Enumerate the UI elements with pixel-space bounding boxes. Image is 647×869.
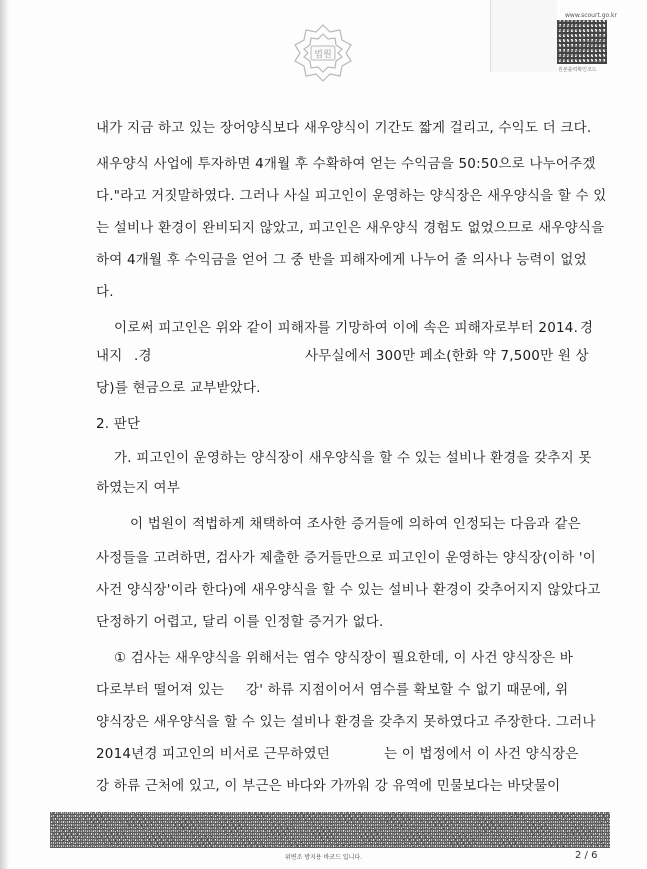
body-line-fragment: 2014년경 피고인의 비서로 근무하였던	[96, 746, 331, 762]
body-line: 다."라고 거짓말하였다. 그러나 사실 피고인이 운영하는 양식장은 새우양식을 할 수 있	[96, 188, 607, 204]
body-line: 이로써 피고인은 위와 같이 피해자를 기망하여 이에 속은 피해자로부터 2014.	[114, 320, 579, 336]
page-number: 2 / 6	[575, 850, 598, 861]
body-line-fragment: 강' 하류 지점이어서 염수를 확보할 수 없기 때문에, 위	[246, 682, 569, 698]
body-line: ① 검사는 새우양식을 위해서는 염수 양식장이 필요한데, 이 사건 양식장은 바	[114, 650, 573, 666]
body-line: 새우양식 사업에 투자하면 4개월 후 수확하여 얻는 수익금을 50:50으로 나누어주겠	[96, 156, 596, 172]
body-line-fragment: .경	[134, 348, 152, 364]
body-line-fragment: 는 이 법정에서 이 사건 양식장은	[384, 746, 579, 762]
body-line: 사정들을 고려하면, 검사가 제출한 증거들만으로 피고인이 운영하는 양식장(이하 '이	[96, 550, 596, 566]
emblem-label: 법원	[314, 50, 332, 60]
court-emblem-icon	[292, 22, 354, 84]
court-url: www.scourt.go.kr	[565, 12, 617, 19]
body-line: 하여 4개월 후 수익금을 얻어 그 중 반을 피해자에게 나누어 줄 의사나 능력이 없었	[96, 252, 587, 268]
body-line: 이 법원이 적법하게 채택하여 조사한 증거들에 의하여 인정되는 다음과 같은	[130, 516, 581, 532]
subsection-heading: 하였는지 여부	[96, 480, 180, 496]
body-line: 강 하류 근처에 있고, 이 부근은 바다와 가까워 강 유역에 민물보다는 바닷물이	[96, 778, 561, 794]
subsection-heading: 가. 피고인이 운영하는 양식장이 새우양식을 할 수 있는 설비나 환경을 갖추지 못	[114, 450, 592, 466]
body-line: 양식장은 새우양식을 할 수 있는 설비나 환경을 갖추지 못하였다고 주장한다. 그러나	[96, 714, 596, 730]
security-pattern-box	[490, 0, 557, 72]
verification-code-image	[557, 20, 607, 64]
barcode-note: 위변조 방지용 바코드 입니다.	[284, 854, 363, 861]
body-line: 단정하기 어렵고, 달리 이를 인정할 증거가 없다.	[96, 614, 384, 630]
body-line: 는 설비나 환경이 완비되지 않았고, 피고인은 새우양식 경험도 없었으므로 새우양식을	[96, 220, 605, 236]
body-line-fragment: 경	[580, 320, 594, 336]
page-edge-shadow	[0, 0, 9, 869]
anti-forgery-barcode	[50, 812, 610, 848]
section-heading: 2. 판단	[96, 416, 141, 432]
body-line-fragment: 다로부터 떨어져 있는	[96, 682, 225, 698]
body-line-fragment: 내지	[96, 348, 123, 364]
body-line: 다.	[96, 284, 114, 300]
body-line: 당)를 현금으로 교부받았다.	[96, 380, 261, 396]
verification-code-caption: 원본출력확인코드	[558, 67, 597, 73]
body-line: 사건 양식장'이라 한다)에 새우양식을 할 수 있는 설비나 환경이 갖추어지지 않았다고	[96, 582, 601, 598]
body-line-fragment: 사무실에서 300만 페소(한화 약 7,500만 원 상	[305, 348, 589, 364]
body-line: 내가 지금 하고 있는 장어양식보다 새우양식이 기간도 짧게 걸리고, 수익도 더 크다.	[96, 120, 592, 136]
